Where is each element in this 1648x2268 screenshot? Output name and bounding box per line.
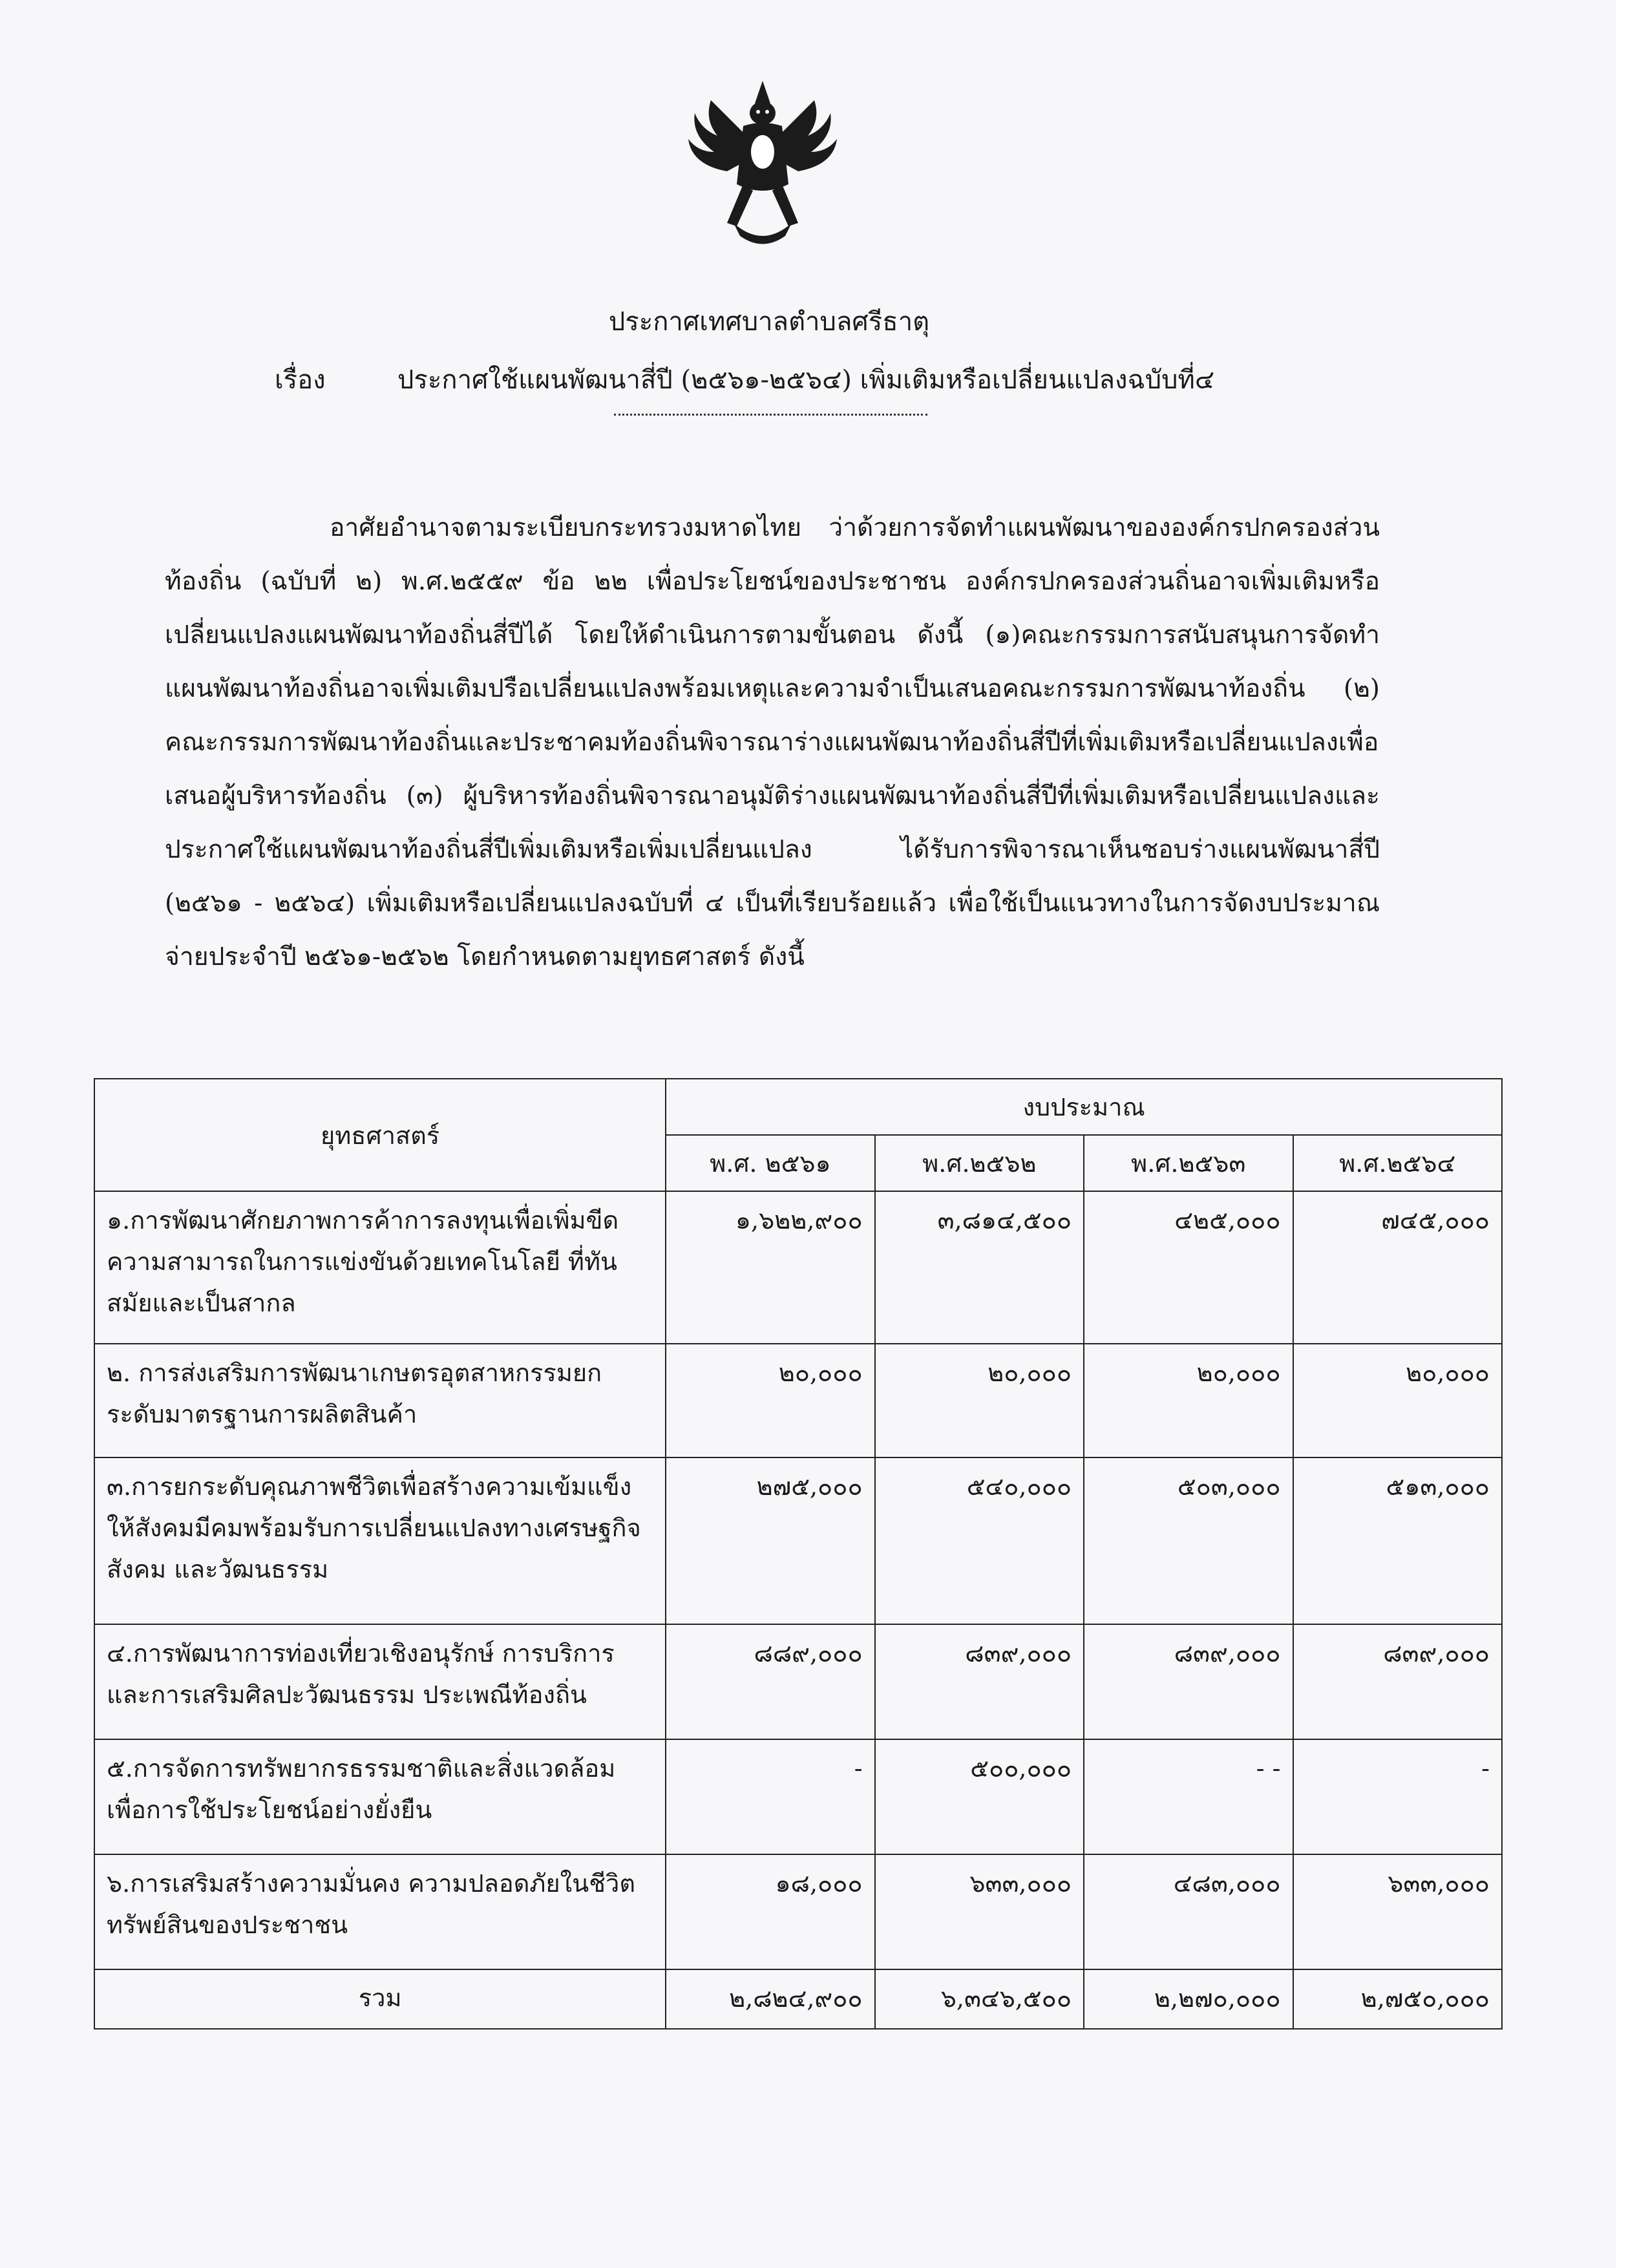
strategy-cell: ๑.การพัฒนาศักยภาพการค้าการลงทุนเพื่อเพิ่มขีดความสามารถในการแข่งขันด้วยเทคโนโลยี ที่ทันสมัยและเป็นสากล bbox=[94, 1191, 666, 1344]
table-row bbox=[94, 1457, 1502, 1624]
strategy-cell: ๒. การส่งเสริมการพัฒนาเกษตรอุตสาหกรรมยกระดับมาตรฐานการผลิตสินค้า bbox=[94, 1344, 666, 1457]
table-row bbox=[94, 1191, 1502, 1344]
budget-cell: ๒๐,๐๐๐ bbox=[1293, 1344, 1502, 1457]
total-label: รวม bbox=[94, 1969, 666, 2029]
year-header: พ.ศ.๒๕๖๔ bbox=[1293, 1135, 1502, 1191]
budget-cell: ๘๓๙,๐๐๐ bbox=[875, 1624, 1084, 1739]
total-cell: ๒,๒๗๐,๐๐๐ bbox=[1084, 1969, 1293, 2029]
budget-cell: ๕๐๐,๐๐๐ bbox=[875, 1739, 1084, 1854]
budget-cell: - - bbox=[1084, 1739, 1293, 1854]
total-cell: ๒,๘๒๔,๙๐๐ bbox=[666, 1969, 874, 2029]
budget-cell: ๗๔๕,๐๐๐ bbox=[1293, 1191, 1502, 1344]
budget-cell: ๕๐๓,๐๐๐ bbox=[1084, 1457, 1293, 1624]
subject-text: ประกาศใช้แผนพัฒนาสี่ปี (๒๕๖๑-๒๕๖๔) เพิ่มเติมหรือเปลี่ยนแปลงฉบับที่๔ bbox=[397, 365, 1215, 395]
table-row bbox=[94, 1344, 1502, 1457]
document-title: ประกาศเทศบาลตำบลศรีธาตุ bbox=[608, 307, 930, 337]
budget-cell: ๑,๖๒๒,๙๐๐ bbox=[666, 1191, 874, 1344]
table-header-row bbox=[94, 1079, 1502, 1135]
budget-cell: ๓,๘๑๔,๕๐๐ bbox=[875, 1191, 1084, 1344]
budget-cell: - bbox=[666, 1739, 874, 1854]
total-cell: ๒,๗๕๐,๐๐๐ bbox=[1293, 1969, 1502, 2029]
budget-cell: ๑๘,๐๐๐ bbox=[666, 1854, 874, 1969]
budget-cell: ๕๑๓,๐๐๐ bbox=[1293, 1457, 1502, 1624]
scan-margin bbox=[1616, 0, 1648, 2268]
strategy-cell: ๔.การพัฒนาการท่องเที่ยวเชิงอนุรักษ์ การบริการและการเสริมศิลปะวัฒนธรรม ประเพณีท้องถิ่น bbox=[94, 1624, 666, 1739]
subject-line bbox=[275, 359, 1214, 400]
strategy-cell: ๓.การยกระดับคุณภาพชีวิตเพื่อสร้างความเข้มแข็งให้สังคมมีคมพร้อมรับการเปลี่ยนแปลงทางเศรษฐกิจ สังคม และวัฒนธรรม bbox=[94, 1457, 666, 1624]
table-row bbox=[94, 1739, 1502, 1854]
budget-column-header: งบประมาณ bbox=[666, 1079, 1502, 1135]
budget-cell: ๔๘๓,๐๐๐ bbox=[1084, 1854, 1293, 1969]
budget-cell: ๕๔๐,๐๐๐ bbox=[875, 1457, 1084, 1624]
budget-cell: ๖๓๓,๐๐๐ bbox=[875, 1854, 1084, 1969]
strategy-cell: ๕.การจัดการทรัพยากรธรรมชาติและสิ่งแวดล้อมเพื่อการใช้ประโยชน์อย่างยั่งยืน bbox=[94, 1739, 666, 1854]
budget-cell: ๘๓๙,๐๐๐ bbox=[1084, 1624, 1293, 1739]
total-cell: ๖,๓๔๖,๕๐๐ bbox=[875, 1969, 1084, 2029]
total-row bbox=[94, 1969, 1502, 2029]
budget-cell: ๖๓๓,๐๐๐ bbox=[1293, 1854, 1502, 1969]
budget-table bbox=[94, 1078, 1503, 2030]
budget-cell: ๒๐,๐๐๐ bbox=[1084, 1344, 1293, 1457]
table-row bbox=[94, 1854, 1502, 1969]
budget-cell: ๘๘๙,๐๐๐ bbox=[666, 1624, 874, 1739]
budget-cell: ๒๐,๐๐๐ bbox=[666, 1344, 874, 1457]
year-header: พ.ศ.๒๕๖๓ bbox=[1084, 1135, 1293, 1191]
strategy-column-header: ยุทธศาสตร์ bbox=[94, 1079, 666, 1191]
budget-cell: ๔๒๕,๐๐๐ bbox=[1084, 1191, 1293, 1344]
body-paragraph: อาศัยอำนาจตามระเบียบกระทรวงมหาดไทย ว่าด้วยการจัดทำแผนพัฒนาขององค์กรปกครองส่วนท้องถิ่น (ฉบับที่ ๒) พ.ศ.๒๕๕๙ ข้อ ๒๒ เพื่อประโยชน์ของประชาชน องค์กรปกครองส่วนถิ่นอาจเพิ่มเติมหรือเปลี่ยนแปลงแผนพัฒนาท้องถิ่นสี่ปีได้ โดยให้ดำเนินการตามขั้นตอน ดังนี้ (๑)คณะกรรมการสนับสนุนการจัดทำแผนพัฒนาท้องถิ่นอาจเพิ่มเติมปรือเปลี่ยนแปลงพร้อมเหตุและความจำเป็นเสนอคณะกรรมการพัฒนาท้องถิ่น (๒) คณะกรรมการพัฒนาท้องถิ่นและประชาคมท้องถิ่นพิจารณาร่างแผนพัฒนาท้องถิ่นสี่ปีที่เพิ่มเติมหรือเปลี่ยนแปลงเพื่อเสนอผู้บริหารท้องถิ่น (๓) ผู้บริหารท้องถิ่นพิจารณาอนุมัติร่างแผนพัฒนาท้องถิ่นสี่ปีที่เพิ่มเติมหรือเปลี่ยนแปลงและประกาศใช้แผนพัฒนาท้องถิ่นสี่ปีเพิ่มเติมหรือเพิ่มเปลี่ยนแปลง ได้รับการพิจารณาเห็นชอบร่างแผนพัฒนาสี่ปี (๒๕๖๑ - ๒๕๖๔) เพิ่มเติมหรือเปลี่ยนแปลงฉบับที่ ๔ เป็นที่เรียบร้อยแล้ว เพื่อใช้เป็นแนวทางในการจัดงบประมาณจ่ายประจำปี ๒๕๖๑-๒๕๖๒ โดยกำหนดตามยุทธศาสตร์ ดังนี้ bbox=[165, 513, 1380, 971]
budget-cell: ๒๗๕,๐๐๐ bbox=[666, 1457, 874, 1624]
strategy-cell: ๖.การเสริมสร้างความมั่นคง ความปลอดภัยในชีวิตทรัพย์สินของประชาชน bbox=[94, 1854, 666, 1969]
budget-cell: ๘๓๙,๐๐๐ bbox=[1293, 1624, 1502, 1739]
budget-cell: ๒๐,๐๐๐ bbox=[875, 1344, 1084, 1457]
year-header: พ.ศ. ๒๕๖๑ bbox=[666, 1135, 874, 1191]
subject-label: เรื่อง bbox=[275, 365, 326, 395]
dotted-divider bbox=[614, 414, 927, 416]
table-row bbox=[94, 1624, 1502, 1739]
garuda-emblem-icon bbox=[666, 74, 860, 255]
year-header: พ.ศ.๒๕๖๒ bbox=[875, 1135, 1084, 1191]
budget-cell: - bbox=[1293, 1739, 1502, 1854]
